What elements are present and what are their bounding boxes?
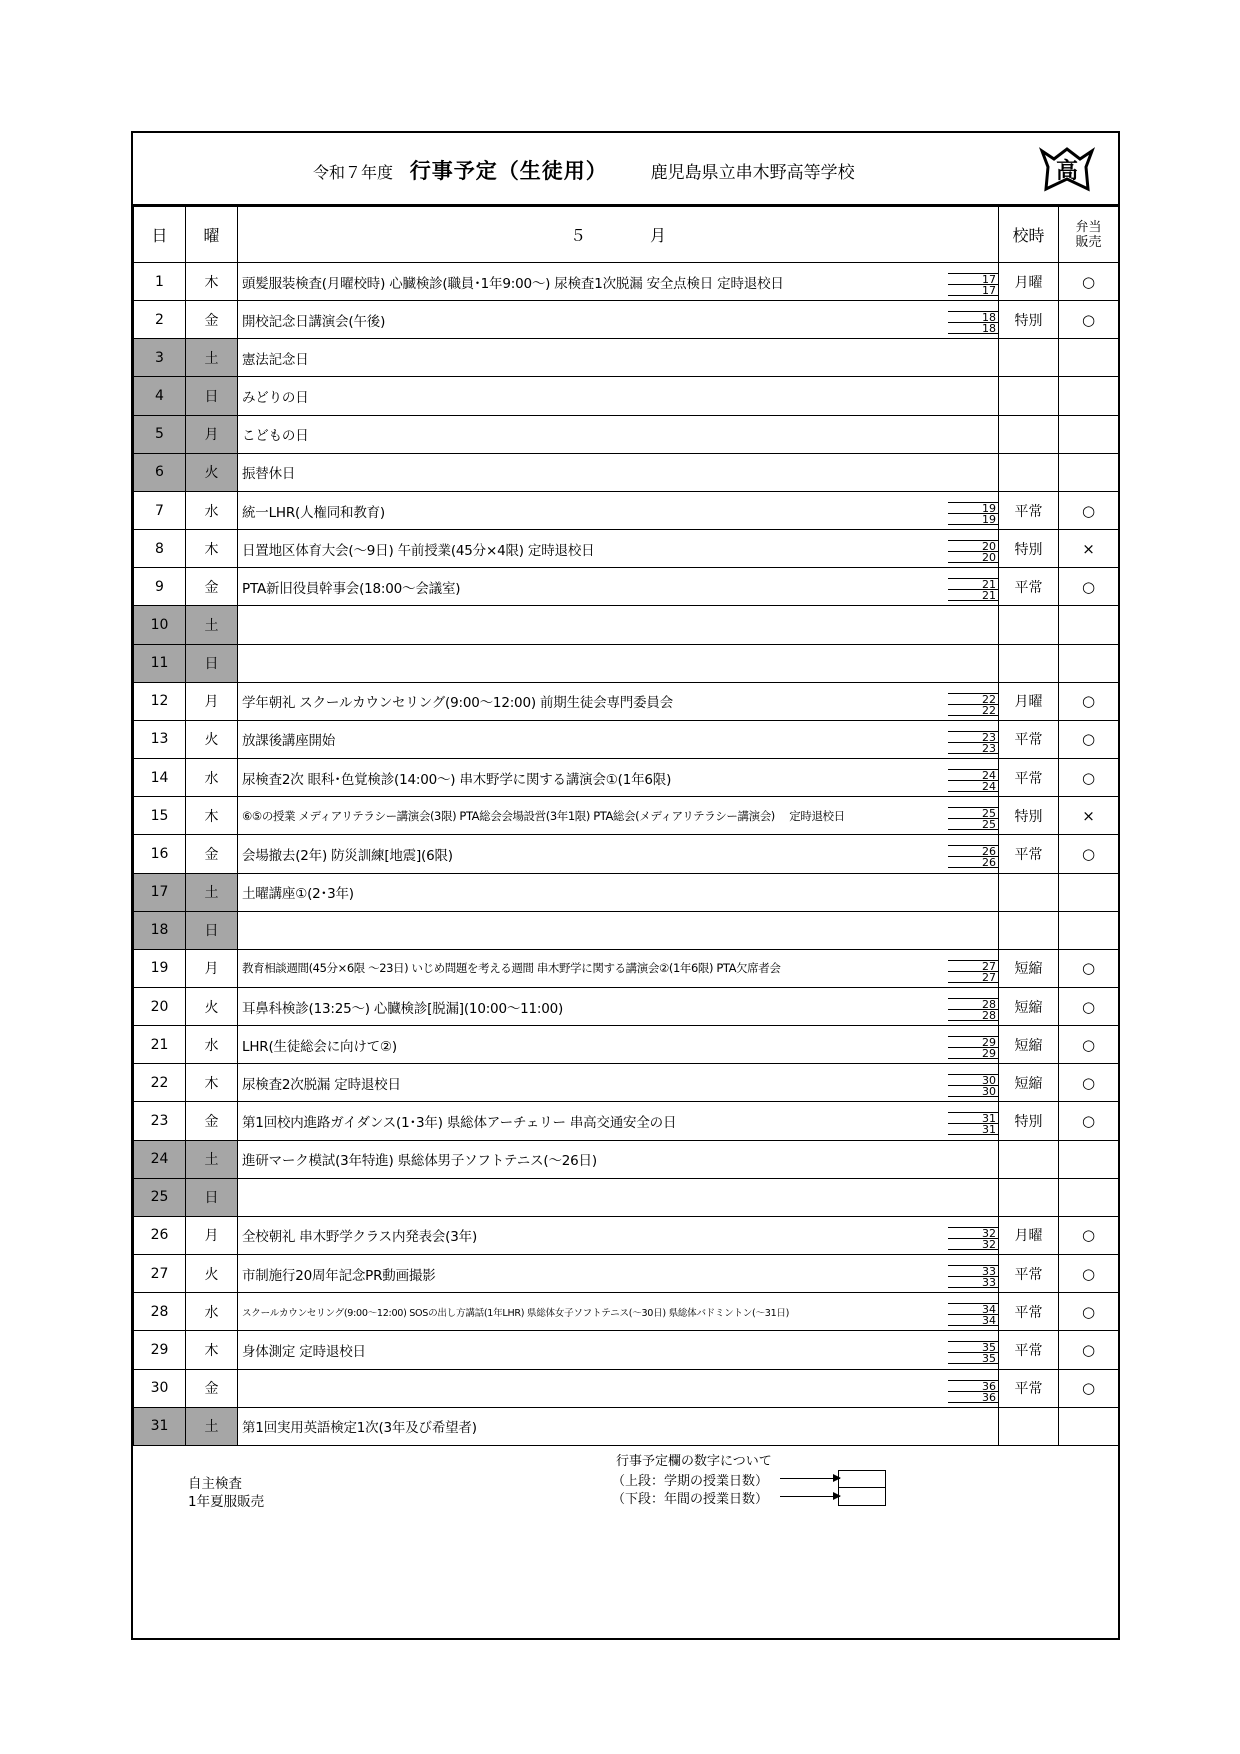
table-row [134,568,1119,606]
col-weekday: 曜 [186,207,238,263]
table-row [134,1216,1119,1254]
school-emblem-icon [1038,145,1096,195]
event-text: 会場撤去(2年) 防災訓練[地震](6限) [242,847,453,864]
day-cell: 31 [134,1407,186,1445]
lunch-cell [1059,377,1119,415]
schedule-cell: 特別 [999,530,1059,568]
event-cell [238,1369,999,1407]
schedule-cell: 平常 [999,759,1059,797]
term-day-count: 21 [982,578,996,592]
schedule-cell: 平常 [999,1293,1059,1331]
event-cell [238,1140,999,1178]
table-row [134,339,1119,377]
lunch-cell: ○ [1059,491,1119,529]
arrow-icon [780,1478,840,1479]
title-line [313,155,855,185]
weekday-cell: 金 [186,568,238,606]
day-cell: 17 [134,873,186,911]
schedule-cell: 特別 [999,797,1059,835]
term-day-count: 35 [982,1341,996,1355]
event-text: 市制施行20周年記念PR動画撮影 [242,1267,436,1284]
weekday-cell: 土 [186,339,238,377]
table-row [134,1293,1119,1331]
weekday-cell: 日 [186,1178,238,1216]
table-row [134,911,1119,949]
event-text: 全校朝礼 串木野学クラス内発表会(3年) [242,1229,478,1246]
footer-notes [188,1475,264,1511]
day-cell: 27 [134,1255,186,1293]
table-row [134,453,1119,491]
weekday-cell: 火 [186,1255,238,1293]
day-cell: 1 [134,263,186,301]
schedule-cell [999,339,1059,377]
year-day-count: 36 [982,1390,996,1404]
day-cell: 23 [134,1102,186,1140]
table-row [134,1407,1119,1445]
weekday-cell: 日 [186,644,238,682]
class-day-counter [948,311,998,335]
schedule-cell: 短縮 [999,1064,1059,1102]
school-name: 鹿児島県立串木野高等学校 [650,163,855,183]
term-day-count: 18 [982,311,996,325]
schedule-cell [999,415,1059,453]
year-day-count: 31 [982,1123,996,1137]
table-row [134,720,1119,758]
table-row [134,1255,1119,1293]
class-day-counter [948,540,998,564]
lunch-cell [1059,453,1119,491]
day-cell: 20 [134,987,186,1025]
day-cell: 26 [134,1216,186,1254]
lunch-cell [1059,339,1119,377]
day-cell: 14 [134,759,186,797]
schedule-cell: 平常 [999,491,1059,529]
lunch-cell [1059,1407,1119,1445]
day-cell: 16 [134,835,186,873]
event-cell [238,1255,999,1293]
schedule-cell [999,873,1059,911]
weekday-cell: 水 [186,1293,238,1331]
lunch-cell: ○ [1059,949,1119,987]
table-row [134,415,1119,453]
year-day-count: 25 [982,818,996,832]
event-text: 日置地区体育大会(～9日) 午前授業(45分×4限) 定時退校日 [242,542,595,559]
class-day-counter [948,807,998,831]
lunch-cell [1059,911,1119,949]
event-cell [238,568,999,606]
event-text: 振替休日 [242,466,296,483]
lunch-cell: × [1059,797,1119,835]
day-cell: 21 [134,1026,186,1064]
day-cell: 3 [134,339,186,377]
day-cell: 13 [134,720,186,758]
event-text: スクールカウンセリング(9:00～12:00) SOSの出し方講話(1年LHR) 県総体女子ソフトテニス(～30日) 県総体バドミントン(～31日) [242,1307,790,1319]
schedule-cell [999,644,1059,682]
col-lunch [1059,207,1119,263]
lunch-cell: × [1059,530,1119,568]
legend-upper: （上段：学期の授業日数） [612,1474,769,1489]
day-cell: 22 [134,1064,186,1102]
day-cell: 12 [134,682,186,720]
lunch-cell: ○ [1059,1369,1119,1407]
table-row [134,949,1119,987]
day-cell: 2 [134,301,186,339]
lunch-cell [1059,873,1119,911]
event-cell [238,1293,999,1331]
year-day-count: 30 [982,1085,996,1099]
lunch-cell: ○ [1059,568,1119,606]
year-day-count: 18 [982,322,996,336]
class-day-counter [948,1112,998,1136]
term-day-count: 30 [982,1074,996,1088]
lunch-cell: ○ [1059,301,1119,339]
event-cell [238,1102,999,1140]
schedule-cell: 平常 [999,1255,1059,1293]
term-day-count: 31 [982,1112,996,1126]
table-row [134,797,1119,835]
year-day-count: 20 [982,551,996,565]
day-cell: 25 [134,1178,186,1216]
event-cell [238,835,999,873]
schedule-cell [999,377,1059,415]
schedule-cell: 短縮 [999,987,1059,1025]
weekday-cell: 金 [186,1102,238,1140]
year-day-count: 21 [982,589,996,603]
class-day-counter [948,693,998,717]
class-day-counter [948,769,998,793]
class-day-counter [948,1303,998,1327]
class-day-counter [948,1380,998,1404]
event-cell [238,1064,999,1102]
event-cell [238,1216,999,1254]
table-row [134,263,1119,301]
day-cell: 7 [134,491,186,529]
lunch-cell [1059,415,1119,453]
schedule-cell [999,911,1059,949]
event-cell [238,1407,999,1445]
weekday-cell: 日 [186,911,238,949]
term-day-count: 17 [982,273,996,286]
class-day-counter [948,960,998,984]
term-day-count: 25 [982,807,996,821]
class-day-counter [948,502,998,526]
event-text: 土曜講座①(2･3年) [242,886,354,903]
event-text: 耳鼻科検診(13:25～) 心臓検診[脱漏](10:00～11:00) [242,1000,564,1017]
table-row [134,873,1119,911]
event-text: 第1回実用英語検定1次(3年及び希望者) [242,1420,477,1437]
schedule-cell [999,1140,1059,1178]
lunch-cell: ○ [1059,835,1119,873]
day-cell: 18 [134,911,186,949]
weekday-cell: 月 [186,1216,238,1254]
year-day-count: 28 [982,1008,996,1022]
table-row [134,301,1119,339]
term-day-count: 32 [982,1226,996,1240]
weekday-cell: 金 [186,301,238,339]
event-cell [238,453,999,491]
year-day-count: 17 [982,284,996,297]
weekday-cell: 木 [186,1064,238,1102]
event-text: 学年朝礼 スクールカウンセリング(9:00～12:00) 前期生徒会専門委員会 [242,695,673,712]
schedule-cell: 平常 [999,720,1059,758]
day-cell: 10 [134,606,186,644]
schedule-rows [134,263,1119,1446]
table-row [134,1102,1119,1140]
event-cell [238,682,999,720]
term-day-count: 28 [982,997,996,1011]
lunch-cell [1059,1140,1119,1178]
schedule-cell [999,453,1059,491]
lunch-cell: ○ [1059,263,1119,301]
event-text: 身体測定 定時退校日 [242,1343,366,1360]
schedule-cell: 月曜 [999,682,1059,720]
col-month: ５ 月 [238,207,999,263]
table-row [134,759,1119,797]
note-item: 自主検査 [188,1476,242,1492]
day-cell: 5 [134,415,186,453]
weekday-cell: 土 [186,1140,238,1178]
day-cell: 8 [134,530,186,568]
table-row [134,1178,1119,1216]
table-header-row [134,207,1119,263]
term-day-count: 29 [982,1036,996,1050]
schedule-cell: 特別 [999,301,1059,339]
event-text: 頭髪服装検査(月曜校時) 心臓検診(職員･1年9:00～) 尿検査1次脱漏 安全点検日 定時退校日 [242,275,784,292]
lunch-cell: ○ [1059,682,1119,720]
event-cell [238,263,999,301]
year-day-count: 22 [982,703,996,717]
legend-title: 行事予定欄の数字について [616,1454,772,1469]
event-text: 放課後講座開始 [242,733,336,750]
event-cell [238,873,999,911]
year-day-count: 26 [982,856,996,870]
table-row [134,1064,1119,1102]
year-day-count: 23 [982,741,996,755]
schedule-cell [999,606,1059,644]
term-day-count: 19 [982,501,996,515]
weekday-cell: 水 [186,491,238,529]
day-cell: 15 [134,797,186,835]
schedule-cell: 月曜 [999,263,1059,301]
class-day-counter [948,1036,998,1060]
event-text: 統一LHR(人権同和教育) [242,504,385,521]
day-cell: 6 [134,453,186,491]
table-row [134,606,1119,644]
event-cell [238,377,999,415]
schedule-sheet [131,131,1120,1640]
schedule-table [133,206,1119,1446]
schedule-cell: 短縮 [999,1026,1059,1064]
weekday-cell: 水 [186,759,238,797]
sheet-header [133,133,1118,206]
day-cell: 19 [134,949,186,987]
year-day-count: 24 [982,780,996,794]
page-title: 行事予定（生徒用） [409,159,608,183]
event-cell [238,1178,999,1216]
event-text: 教育相談週間(45分×6限 ～23日) いじめ問題を考える週間 串木野学に関する講演会②(1年6限) PTA欠席者会 [242,961,781,976]
lunch-cell: ○ [1059,1102,1119,1140]
term-day-count: 20 [982,540,996,554]
class-day-counter [948,845,998,869]
year-day-count: 32 [982,1237,996,1251]
day-cell: 28 [134,1293,186,1331]
term-day-count: 22 [982,692,996,706]
event-cell [238,1331,999,1369]
table-row [134,682,1119,720]
weekday-cell: 日 [186,377,238,415]
event-cell [238,491,999,529]
day-cell: 9 [134,568,186,606]
day-cell: 30 [134,1369,186,1407]
weekday-cell: 月 [186,415,238,453]
lunch-cell: ○ [1059,1331,1119,1369]
event-text: 第1回校内進路ガイダンス(1･3年) 県総体アーチェリー 串高交通安全の日 [242,1115,677,1132]
lunch-cell: ○ [1059,1216,1119,1254]
class-day-counter [948,578,998,602]
day-cell: 11 [134,644,186,682]
table-row [134,987,1119,1025]
table-row [134,530,1119,568]
lunch-cell: ○ [1059,720,1119,758]
lunch-cell [1059,606,1119,644]
event-cell [238,339,999,377]
event-text: みどりの日 [242,390,309,407]
event-cell [238,606,999,644]
year-day-count: 34 [982,1314,996,1328]
event-text: ⑥⑤の授業 メディアリテラシー講演会(3限) PTA総会会場設営(3年1限) PTA総会(メディアリテラシー講演会) 定時退校日 [242,808,845,823]
event-text: 憲法記念日 [242,351,309,368]
event-text: PTA新旧役員幹事会(18:00～会議室) [242,580,461,597]
event-cell [238,759,999,797]
event-cell [238,644,999,682]
day-cell: 24 [134,1140,186,1178]
event-text: こどもの日 [242,428,309,445]
table-row [134,377,1119,415]
event-cell [238,911,999,949]
weekday-cell: 木 [186,530,238,568]
term-day-count: 26 [982,845,996,859]
year-day-count: 27 [982,970,996,984]
weekday-cell: 金 [186,1369,238,1407]
schedule-cell: 平常 [999,835,1059,873]
event-cell [238,797,999,835]
term-day-count: 33 [982,1265,996,1279]
emblem-char: 高 [1055,159,1079,184]
year-day-count: 29 [982,1047,996,1061]
schedule-cell: 平常 [999,568,1059,606]
lunch-cell: ○ [1059,1064,1119,1102]
weekday-cell: 水 [186,1026,238,1064]
lunch-cell: ○ [1059,987,1119,1025]
event-text: LHR(生徒総会に向けて②) [242,1038,397,1055]
legend-box [838,1470,886,1506]
table-row [134,1026,1119,1064]
event-cell [238,987,999,1025]
table-row [134,1140,1119,1178]
schedule-cell [999,1178,1059,1216]
table-row [134,835,1119,873]
year-day-count: 19 [982,512,996,526]
lunch-cell: ○ [1059,759,1119,797]
term-day-count: 27 [982,959,996,973]
lunch-cell: ○ [1059,1026,1119,1064]
class-day-counter [948,1227,998,1251]
lunch-cell [1059,644,1119,682]
event-text: 進研マーク模試(3年特進) 県総体男子ソフトテニス(～26日) [242,1153,597,1170]
event-cell [238,301,999,339]
term-day-count: 24 [982,769,996,783]
event-cell [238,720,999,758]
event-text: 開校記念日講演会(午後) [242,313,386,330]
event-cell [238,530,999,568]
arrow-icon [780,1496,840,1497]
class-day-counter [948,1265,998,1289]
weekday-cell: 土 [186,873,238,911]
weekday-cell: 火 [186,987,238,1025]
weekday-cell: 金 [186,835,238,873]
fiscal-year: 令和７年度 [313,163,394,182]
day-cell: 4 [134,377,186,415]
weekday-cell: 土 [186,606,238,644]
event-cell [238,415,999,453]
day-cell: 29 [134,1331,186,1369]
event-text: 尿検査2次 眼科･色覚検診(14:00～) 串木野学に関する講演会①(1年6限) [242,771,672,788]
schedule-cell: 短縮 [999,949,1059,987]
schedule-cell: 平常 [999,1369,1059,1407]
lunch-cell [1059,1178,1119,1216]
term-day-count: 23 [982,730,996,744]
weekday-cell: 土 [186,1407,238,1445]
lunch-cell: ○ [1059,1255,1119,1293]
class-day-counter [948,273,998,297]
weekday-cell: 火 [186,720,238,758]
legend-lower: （下段：年間の授業日数） [612,1492,769,1507]
weekday-cell: 月 [186,949,238,987]
lunch-cell: ○ [1059,1293,1119,1331]
table-row [134,1369,1119,1407]
schedule-cell: 平常 [999,1331,1059,1369]
event-text: 尿検査2次脱漏 定時退校日 [242,1076,401,1093]
weekday-cell: 木 [186,263,238,301]
event-cell [238,1026,999,1064]
table-row [134,644,1119,682]
class-day-counter [948,1074,998,1098]
weekday-cell: 月 [186,682,238,720]
table-row [134,491,1119,529]
col-schedule: 校時 [999,207,1059,263]
schedule-cell [999,1407,1059,1445]
class-day-counter [948,1341,998,1365]
schedule-cell: 特別 [999,1102,1059,1140]
event-cell [238,949,999,987]
col-day: 日 [134,207,186,263]
year-day-count: 35 [982,1352,996,1366]
term-day-count: 36 [982,1379,996,1393]
weekday-cell: 木 [186,797,238,835]
weekday-cell: 火 [186,453,238,491]
col-lunch-label: 弁当販売 [1075,219,1102,250]
note-item: 1年夏服販売 [188,1494,265,1510]
class-day-counter [948,998,998,1022]
table-row [134,1331,1119,1369]
class-day-counter [948,731,998,755]
weekday-cell: 木 [186,1331,238,1369]
schedule-cell: 月曜 [999,1216,1059,1254]
term-day-count: 34 [982,1303,996,1317]
year-day-count: 33 [982,1276,996,1290]
